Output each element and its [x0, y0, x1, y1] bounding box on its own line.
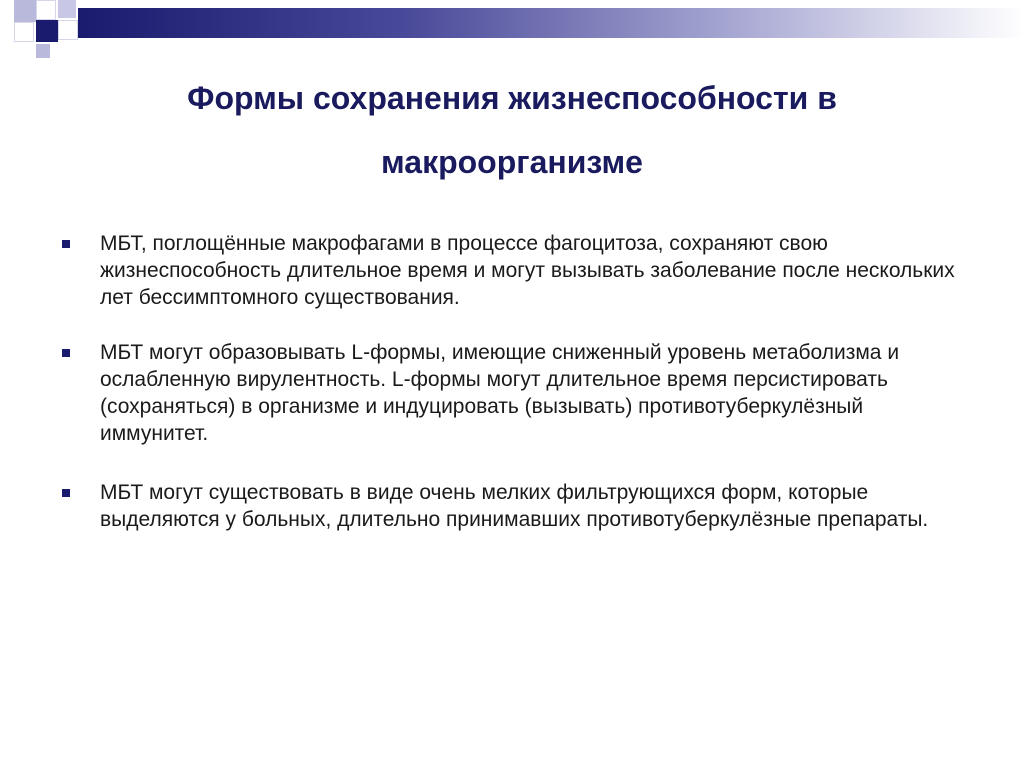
decor-square-6 [58, 20, 78, 40]
decor-square-4 [36, 20, 58, 42]
square-bullet-icon [62, 240, 70, 248]
bullet-text: МБТ могут образовывать L-формы, имеющие сниженный уровень метаболизма и ослабленную вирулентность. L-формы могут длительное время персистировать (сохраняться) в организме и индуцировать (вызывать) противотуберкулёзный иммунитет. [100, 341, 900, 445]
bullet-item [62, 479, 962, 533]
bullet-list [62, 230, 962, 561]
square-bullet-icon [62, 349, 70, 357]
decor-square-2 [36, 0, 56, 20]
header-gradient-bar [78, 8, 1024, 38]
decor-square-7 [36, 44, 50, 58]
bullet-item [62, 230, 962, 311]
decor-square-3 [58, 0, 76, 18]
slide-title: Формы сохранения жизнеспособности в макроорганизме [187, 80, 837, 180]
decor-square-5 [14, 22, 34, 42]
square-bullet-icon [62, 489, 70, 497]
bullet-text: МБТ могут существовать в виде очень мелких фильтрующихся форм, которые выделяются у больных, длительно принимавших противотуберкулёзные препараты. [100, 481, 929, 531]
bullet-text: МБТ, поглощённые макрофагами в процессе фагоцитоза, сохраняют свою жизнеспособность длительное время и могут вызывать заболевание после нескольких лет бессимптомного существования. [100, 232, 955, 309]
bullet-item [62, 339, 962, 447]
decor-square-1 [14, 0, 36, 22]
